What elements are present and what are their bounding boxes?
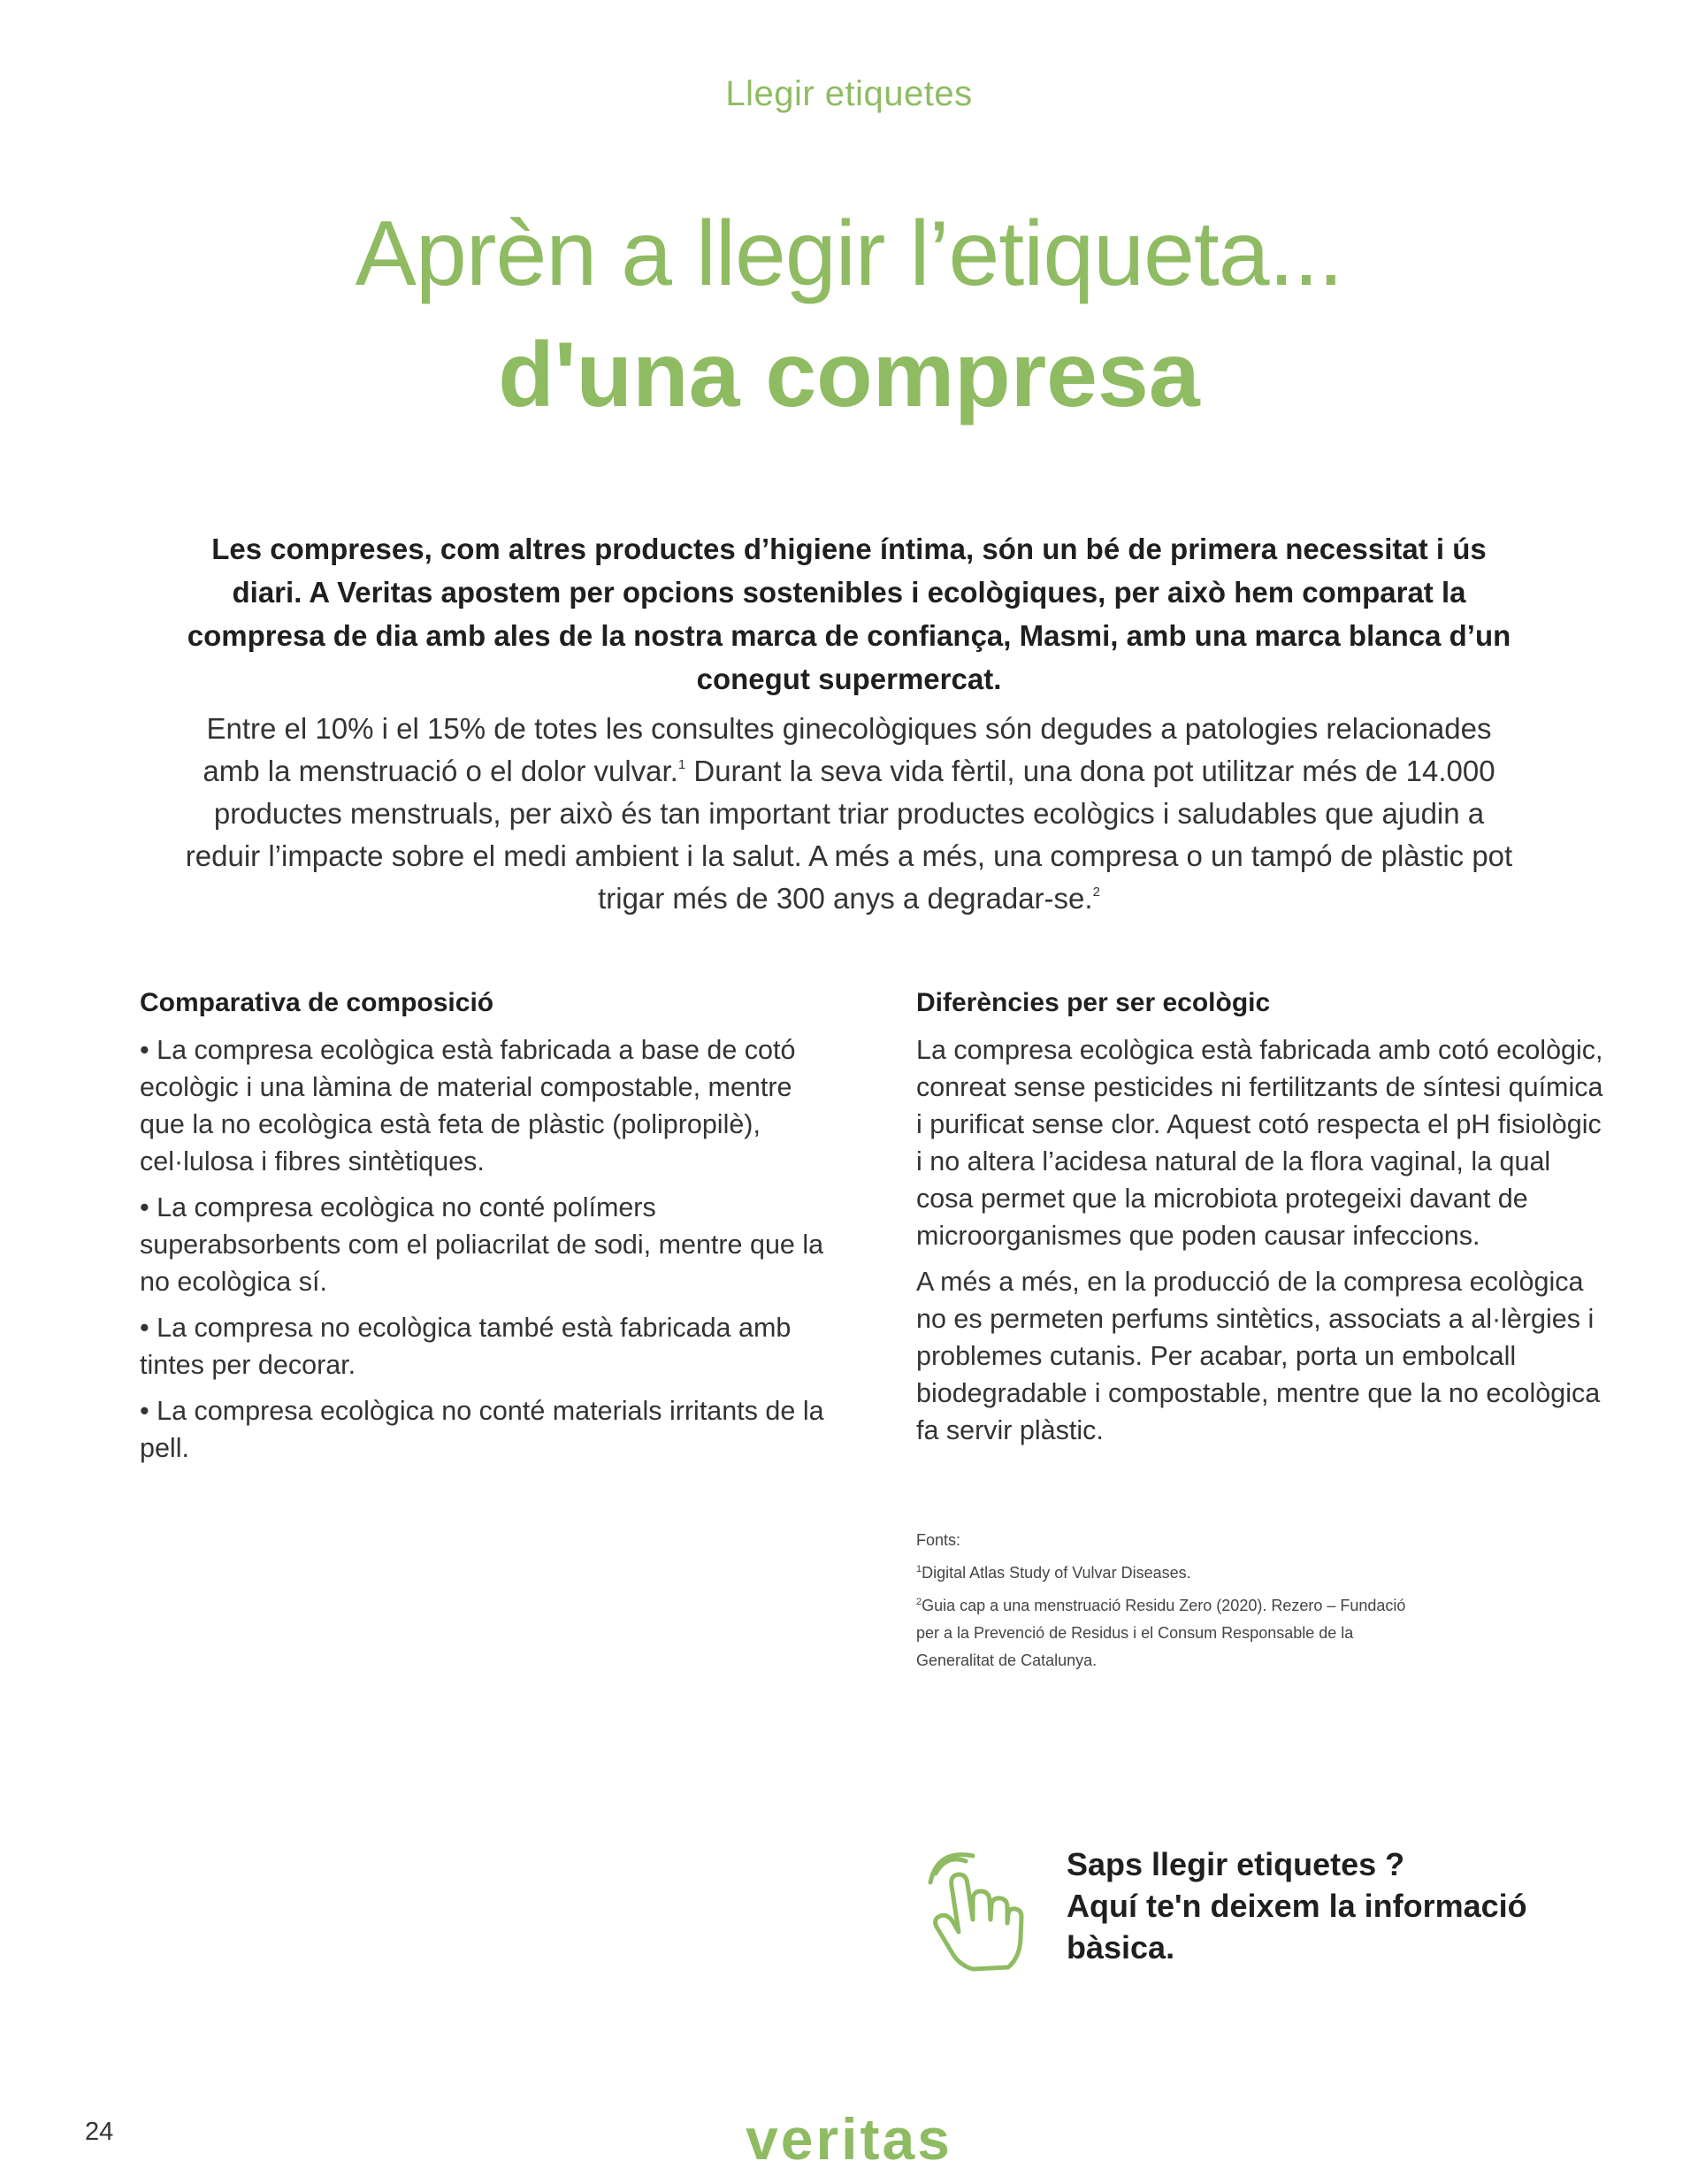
page-title-line2: d'una compresa bbox=[498, 324, 1200, 426]
page-title-line1: Aprèn a llegir l’etiqueta... bbox=[355, 203, 1343, 305]
source-1-text: Digital Atlas Study of Vulvar Diseases. bbox=[922, 1564, 1191, 1582]
cta-line1: Saps llegir etiquetes ? bbox=[1067, 1846, 1405, 1882]
bullet-item: • La compresa no ecològica també està fabricada amb tintes per decorar. bbox=[140, 1313, 792, 1380]
page-number: 24 bbox=[85, 2118, 114, 2146]
footnote-ref-1: 1 bbox=[677, 757, 686, 772]
intro-bold-paragraph: Les compreses, com altres productes d’higiene íntima, són un bé de primera necessitat i ús diari. A Veritas apostem per opcions sostenibles i ecològiques, per això hem comparat la compresa de dia amb ales de la nostra marca de confiança, Masmi, amb una marca blanca d’un conegut supermercat. bbox=[187, 533, 1511, 695]
left-column bbox=[140, 984, 830, 1475]
bullet-item: • La compresa ecològica no conté polímers superabsorbents com el poliacrilat de sodi, mentre que la no ecològica sí. bbox=[140, 1192, 824, 1297]
intro-text-part1: Entre el 10% i el 15% de totes les consultes ginecològiques són degudes a patologies relacionades amb la menstruació o el dolor vulvar. bbox=[203, 712, 1492, 787]
right-column bbox=[916, 984, 1606, 1458]
bullet-item: • La compresa ecològica està fabricada a base de cotó ecològic i una làmina de material compostable, mentre que la no ecològica està feta de plàstic (polipropilè), cel·lulosa i fibres sintètiques. bbox=[140, 1035, 796, 1176]
intro-text-part2: Durant la seva vida fèrtil, una dona pot utilitzar més de 14.000 productes menstruals, per això és tan important triar productes ecològics i saludables que ajudin a reduir l’impacte sobre el medi ambient i la salut. A més a més, una compresa o un tampó de plàstic pot trigar més de 300 anys a degradar-se. bbox=[185, 755, 1513, 915]
brand-logo: veritas bbox=[746, 2106, 952, 2172]
source-2-line2: per a la Prevenció de Residus i el Consum Responsable de la bbox=[916, 1624, 1354, 1642]
left-column-heading: Comparativa de composició bbox=[140, 988, 494, 1017]
cta-text bbox=[1067, 1843, 1597, 1968]
section-label: Llegir etiquetes bbox=[725, 74, 973, 113]
source-2 bbox=[916, 1592, 1482, 1620]
cta-line2: Aquí te'n deixem la informació bbox=[1067, 1888, 1527, 1924]
sources bbox=[916, 1527, 1482, 1674]
source-1 bbox=[916, 1559, 1482, 1587]
source-2-line3: Generalitat de Catalunya. bbox=[916, 1651, 1098, 1669]
source-2-ref: 2 bbox=[916, 1597, 922, 1607]
cta-line3: bàsica. bbox=[1067, 1929, 1175, 1966]
footnote-ref-2: 2 bbox=[1092, 885, 1100, 900]
source-1-ref: 1 bbox=[916, 1564, 922, 1575]
sources-label: Fonts: bbox=[916, 1531, 961, 1549]
bullet-item: • La compresa ecològica no conté materials irritants de la pell. bbox=[140, 1396, 824, 1463]
right-column-heading: Diferències per ser ecològic bbox=[916, 988, 1271, 1017]
intro-paragraph bbox=[177, 708, 1521, 920]
right-paragraph: A més a més, en la producció de la compresa ecològica no es permeten perfums sintètics, associats a al·lèrgies i problemes cutanis. Per acabar, porta un embolcall biodegradable i compostable, mentre que la no ecològica fa servir plàstic. bbox=[916, 1267, 1601, 1445]
right-paragraph: La compresa ecològica està fabricada amb cotó ecològic, conreat sense pesticides ni fertilitzants de síntesi química i purificat sense clor. Aquest cotó respecta el pH fisiològic i no altera l’acidesa natural de la flora vaginal, la qual cosa permet que la microbiota protegeixi davant de microorganismes que poden causar infeccions. bbox=[916, 1035, 1603, 1251]
source-2-line1: Guia cap a una menstruació Residu Zero (2020). Rezero – Fundació bbox=[922, 1597, 1406, 1614]
hand-pointer-icon bbox=[911, 1847, 1044, 1980]
